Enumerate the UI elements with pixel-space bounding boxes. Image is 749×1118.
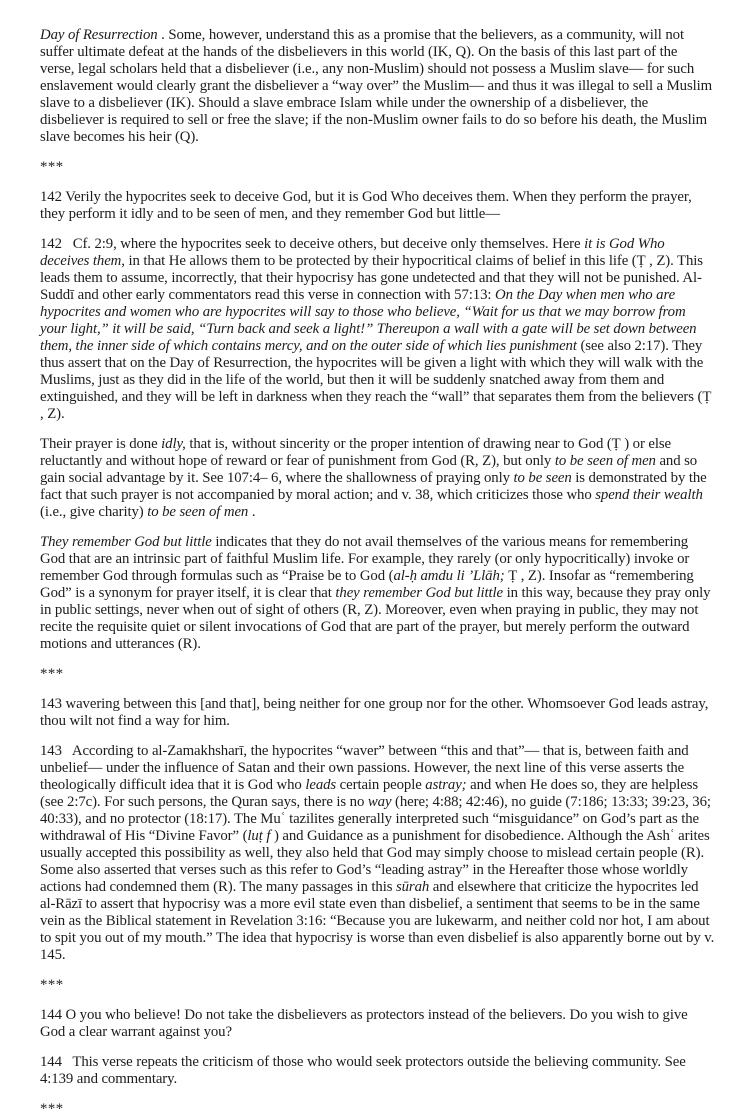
verse-143 [40,696,715,730]
italic-text-run: idly, [161,436,186,452]
text-run: 142 Verily the hypocrites seek to deceive God, but it is God Who deceives them. When they perform the prayer, they perform it idly and to be seen of men, and they remember God but little— [40,189,692,222]
section-separator-3 [40,977,715,994]
text-run: (i.e., give charity) [40,504,148,520]
italic-text-run: spend their wealth [595,487,703,503]
text-run: is demonstrated by the fact that such prayer is not accompanied by moral action; and v. 38, which criticizes those who [40,470,707,503]
text-run: certain people [336,777,426,793]
text-run: 144 O you who believe! Do not take the disbelievers as protectors instead of the believers. Do you wish to give God a clear warrant against you? [40,1007,688,1040]
page-content [40,27,715,1118]
text-run: 144 This verse repeats the criticism of those who would seek protectors outside the believing community. See 4:139 and commentary. [40,1054,686,1087]
commentary-142-paragraph-2 [40,436,715,521]
italic-text-run: al-ḥ amdu li ’Llāh; [393,568,505,584]
italic-text-run: On the Day when men who are hypocrites and women who are hypocrites will say to those who believe, “Wait for us that we may borrow from your light,” it will be said, “Turn back and seek a light!” Thereupon a wall with a gate will be set down between them, the inner side of which contains mercy, and on the outer side of which lies punishment [40,287,697,354]
text-run: 143 wavering between this [and that], being neither for one group nor for the other. Whomsoever God leads astray, thou wilt not find a way for him. [40,696,709,729]
text-run: *** [40,666,64,682]
italic-text-run: way [367,794,392,810]
text-run: in this way, because they pray only in public settings, never when out of sight of others (R, Z). Moreover, even when praying in public, they may not recite the requisite quiet or silent invocations of God that are part of the prayer, but merely perform the outward motions and utterances (R). [40,585,711,652]
italic-text-run: to be seen of men [147,504,249,520]
text-run: *** [40,977,64,993]
verse-142 [40,189,715,223]
text-run: ) and Guidance as a punishment for disobedience. Although the Ashʿ arites usually accepted this possibility as well, they also held that God may simply choose to mislead certain people (R). Some also asserted that verses such as this refer to God’s “leading astray” in the Hereafter those whose worldly actions had condemned them (R). The many passages in this [40,828,710,895]
commentary-142-paragraph-1 [40,236,715,423]
text-run: (here; 4:88; 42:46), no guide (7:186; 13:33; 39:23, 36; 40:33), and no protector (18:17). The Muʿ tazilites generally interpreted such “misguidance” on God’s part as the withdrawal of His “Divine Favor” ( [40,794,711,844]
verse-144 [40,1007,715,1041]
italic-text-run: to be seen [513,470,572,486]
commentary-141-continuation [40,27,715,146]
section-separator-1 [40,159,715,176]
text-run: *** [40,1101,64,1117]
section-separator-4 [40,1101,715,1118]
italic-text-run: sūrah [395,879,430,895]
text-run: that is, without sincerity or the proper intention of drawing near to God (Ṭ ) or else reluctantly and without hope of reward or fear of punishment from God (R, Z), but only [40,436,671,469]
text-run: (see also 2:17). They thus assert that on the Day of Resurrection, the hypocrites will be given a light with which they will walk with the Muslims, just as they did in the life of the world, but then it will be suddenly snatched away from them and extinguished, and they will be left in darkness when they reach the “wall” that separates them from the believers (Ṭ , Z). [40,338,712,422]
text-run: and when He does so, they are helpless (see 2:7c). For such persons, the Quran says, there is no [40,777,699,810]
commentary-142-paragraph-3 [40,534,715,653]
italic-text-run: they remember God but little [335,585,503,601]
text-run: 143 According to al-Zamakhsharī, the hypocrites “waver” between “this and that”— that is, between faith and unbelief— under the influence of Satan and their own passions. However, the next line of this verse asserts the theologically difficult idea that it is God who [40,743,689,793]
text-run: in that He allows them to be protected by their hypocritical claims of belief in this life (Ṭ , Z). This leads them to assume, incorrectly, that their hypocrisy has gone undetected and that they will not be punished. Al-Suddī and other early commentators read this verse in connection with 57:13: [40,253,703,303]
text-run: indicates that they do not avail themselves of the various means for remembering God that are an intrinsic part of faithful Muslim life. For example, they rarely (or only hypocritically) invoke or remember God through formulas such as “Praise be to God ( [40,534,690,584]
italic-text-run: it is God Who deceives them, [40,236,665,269]
italic-text-run: astray; [425,777,467,793]
italic-text-run: leads [305,777,337,793]
italic-text-run: luṭ f [247,828,271,844]
italic-text-run: They remember God but little [40,534,212,550]
text-run: . [248,504,256,520]
italic-text-run: to be seen of men [554,453,656,469]
text-run: and elsewhere that criticize the hypocrites led al-Rāzī to assert that hypocrisy was a more evil state even than disbelief, a sentiment that seems to be in the same vein as the Biblical statement in Revelation 3:16: “Because you are lukewarm, and neither cold nor hot, I am about to spit you out of my mouth.” The idea that hypocrisy is worse than even disbelief is also apparently borne out by v. 145. [40,879,715,963]
text-run: Their prayer is done [40,436,162,452]
text-run: . Some, however, understand this as a promise that the believers, as a community, will not suffer ultimate defeat at the hands of the disbelievers in this world (IK, Q). On the basis of this last part of the verse, legal scholars held that a disbeliever (i.e., any non-Muslim) should not possess a Muslim slave— for such enslavement would clearly grant the disbeliever a “way over” the Muslim— and thus it was illegal to sell a Muslim slave to a disbeliever (IK). Should a slave embrace Islam while under the ownership of a disbeliever, the disbeliever is required to sell or free the slave; if the non-Muslim owner fails to do so before his death, the Muslim slave becomes his heir (Q). [40,27,713,145]
text-run: *** [40,159,64,175]
commentary-144-paragraph-1 [40,1054,715,1088]
text-run: and so gain social advantage by it. See 107:4– 6, where the shallowness of praying only [40,453,698,486]
text-run: 142 Cf. 2:9, where the hypocrites seek to deceive others, but deceive only themselves. Here [40,236,585,252]
commentary-143-paragraph-1 [40,743,715,964]
italic-text-run: Day of Resurrection [40,27,158,43]
text-run: Ṭ , Z). Insofar as “remembering God” is a synonym for prayer itself, it is clear that [40,568,694,601]
section-separator-2 [40,666,715,683]
